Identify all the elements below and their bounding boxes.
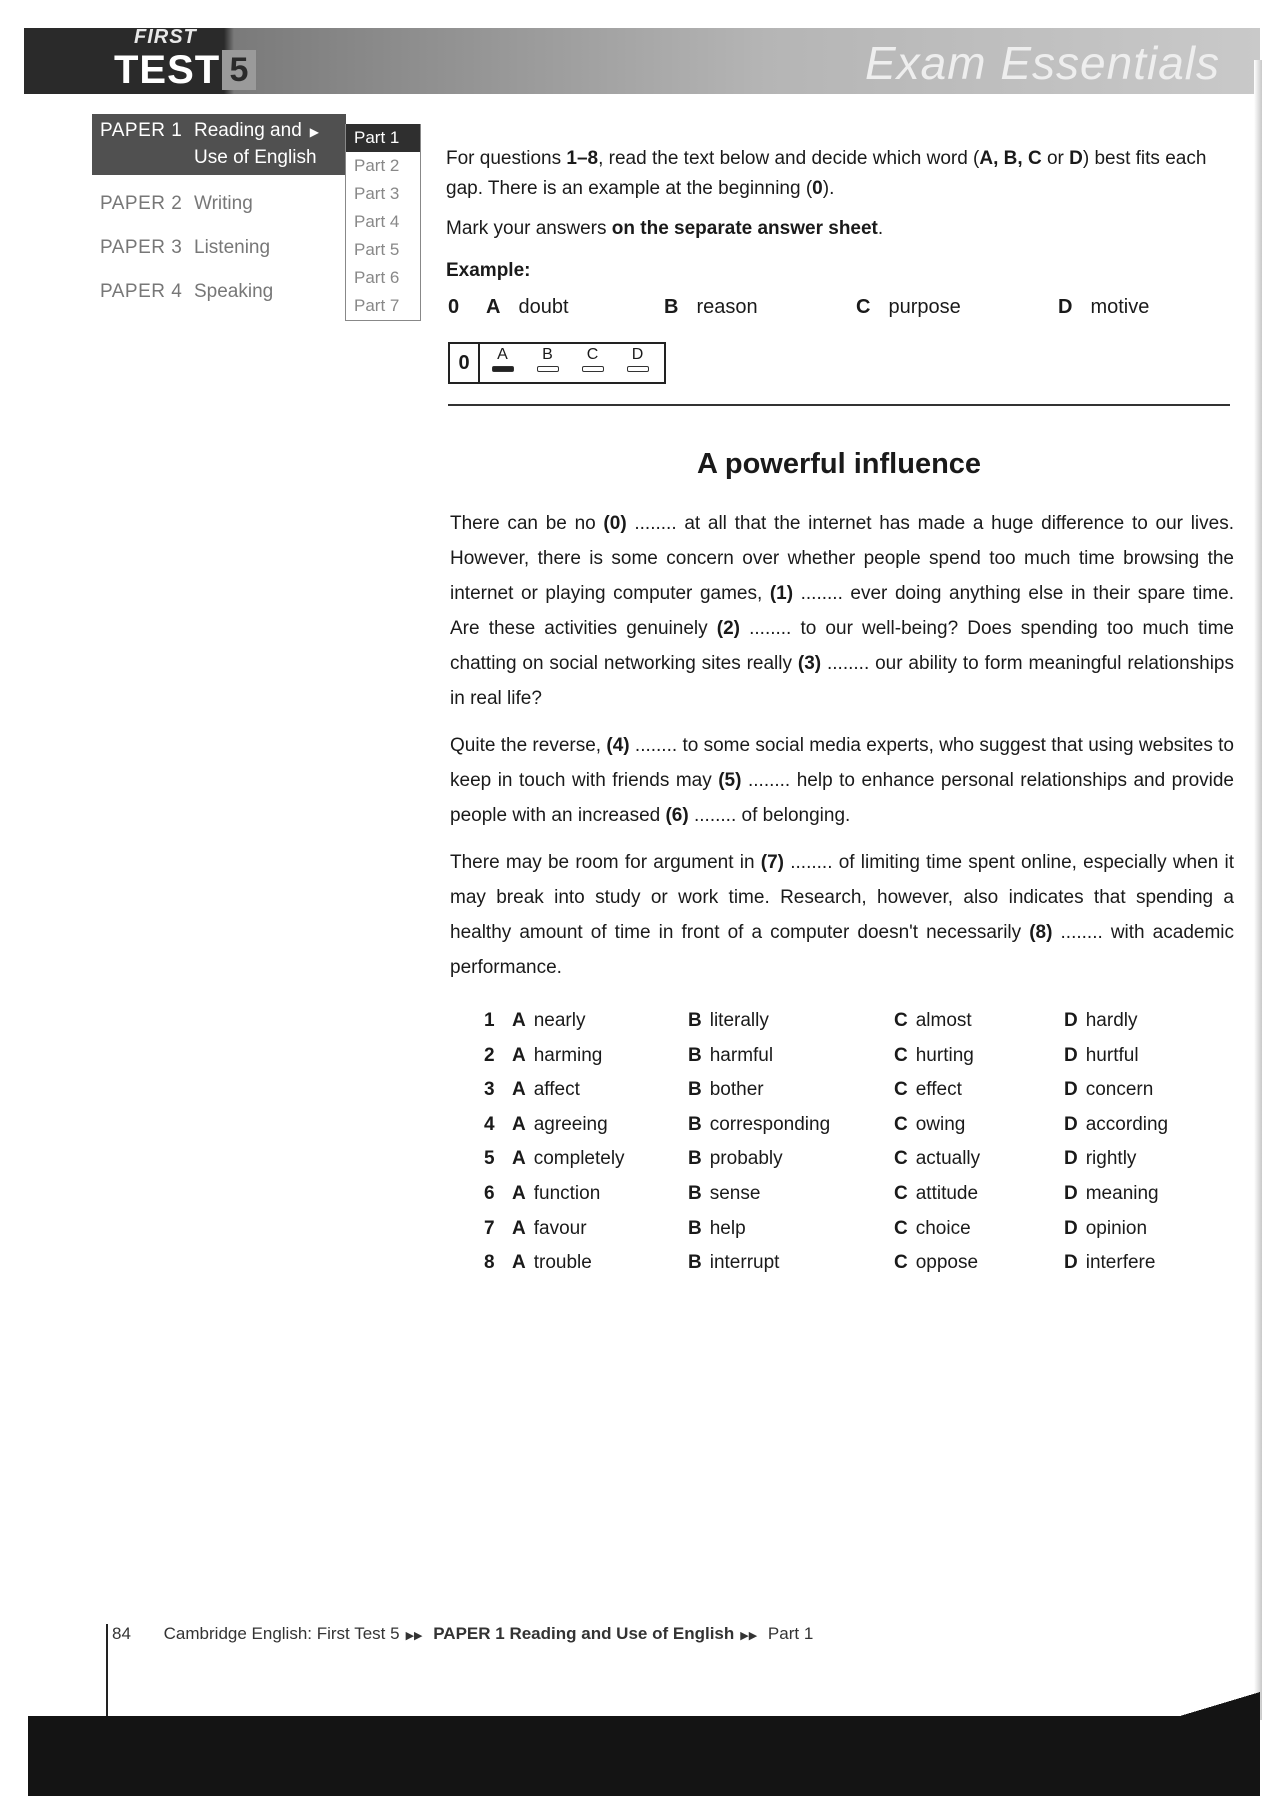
- paper-key: PAPER 3: [100, 237, 183, 258]
- question-row: [480, 1079, 1220, 1114]
- example-number: 0: [448, 296, 460, 318]
- option-b[interactable]: B sense: [688, 1182, 761, 1204]
- question-number: 4: [484, 1113, 495, 1135]
- question-number: 3: [484, 1079, 495, 1101]
- double-arrow-icon: ▶▶: [740, 1630, 758, 1642]
- answer-option-b[interactable]: B: [525, 346, 570, 372]
- question-row: [480, 1183, 1220, 1218]
- part-tab-6[interactable]: Part 6: [354, 268, 400, 287]
- option-c[interactable]: C effect: [894, 1079, 962, 1101]
- question-number: 6: [484, 1182, 495, 1204]
- option-c[interactable]: C attitude: [894, 1182, 979, 1204]
- test-number: 5: [222, 50, 256, 90]
- first-label: FIRST: [134, 26, 197, 48]
- part-tab-3[interactable]: Part 3: [354, 184, 400, 203]
- option-b[interactable]: B probably: [688, 1148, 783, 1170]
- divider: [448, 404, 1230, 406]
- footer-part: Part 1: [767, 1624, 814, 1643]
- option-c[interactable]: C almost: [894, 1010, 972, 1031]
- footer: [112, 1624, 813, 1644]
- paper-nav-item-2[interactable]: [92, 187, 346, 221]
- footer-paper: PAPER 1: [433, 1624, 505, 1643]
- question-row: [480, 1045, 1220, 1080]
- option-a[interactable]: A agreeing: [512, 1113, 608, 1135]
- option-a[interactable]: A function: [512, 1182, 601, 1204]
- part-tab-4[interactable]: Part 4: [354, 212, 400, 231]
- option-b[interactable]: B bother: [688, 1079, 764, 1101]
- option-d[interactable]: D hardly: [1064, 1010, 1138, 1031]
- answer-box-number: 0: [450, 344, 480, 382]
- paper-name: Listening: [194, 237, 271, 258]
- part-tab-2[interactable]: Part 2: [354, 156, 400, 175]
- question-row: [480, 1218, 1220, 1253]
- option-a[interactable]: A affect: [512, 1079, 580, 1101]
- question-number: 1: [484, 1010, 495, 1031]
- paper-nav-item-4[interactable]: [92, 275, 346, 309]
- option-b[interactable]: B help: [688, 1217, 746, 1239]
- example-label: Example:: [446, 260, 531, 281]
- option-a[interactable]: A harming: [512, 1044, 603, 1066]
- page-number: 84: [112, 1624, 131, 1643]
- option-d[interactable]: D meaning: [1064, 1182, 1159, 1204]
- option-c[interactable]: C choice: [894, 1217, 971, 1239]
- part-tab-1[interactable]: Part 1: [346, 124, 420, 152]
- part-tab-5[interactable]: Part 5: [354, 240, 400, 259]
- option-d[interactable]: D concern: [1064, 1079, 1154, 1101]
- paper-name: Writing: [194, 193, 253, 214]
- option-a[interactable]: A trouble: [512, 1252, 592, 1274]
- option-c[interactable]: C oppose: [894, 1252, 979, 1274]
- answer-option-a[interactable]: A: [480, 346, 525, 372]
- bottom-bar: [28, 1716, 1260, 1796]
- header-banner: [24, 28, 1260, 94]
- test-label: TEST: [114, 48, 221, 92]
- option-c[interactable]: C owing: [894, 1113, 966, 1135]
- example-option-a: A doubt: [486, 296, 569, 318]
- answer-option-d[interactable]: D: [615, 346, 660, 372]
- option-b[interactable]: B literally: [688, 1010, 769, 1031]
- paper-key: PAPER 4: [100, 281, 183, 302]
- instruction-line-2: Mark your answers on the separate answer sheet.: [446, 218, 884, 239]
- instructions: [446, 144, 1236, 254]
- option-a[interactable]: A favour: [512, 1217, 587, 1239]
- passage-paragraph-2: Quite the reverse, (4) ........ to some social media experts, who suggest that using websites to keep in touch with friends may (5) ........ help to enhance personal relationships and provide people with an increased (6) ........ of belonging.: [450, 735, 1234, 826]
- double-arrow-icon: ▶▶: [405, 1630, 423, 1642]
- option-a[interactable]: A nearly: [512, 1010, 586, 1031]
- option-d[interactable]: D opinion: [1064, 1217, 1148, 1239]
- paper-name: Speaking: [194, 281, 274, 302]
- question-number: 7: [484, 1217, 495, 1239]
- brand-title: Exam Essentials: [864, 37, 1220, 89]
- example-option-b: B reason: [664, 296, 758, 318]
- part-nav: [345, 124, 421, 321]
- part-tab-7[interactable]: Part 7: [354, 296, 400, 315]
- paper-nav: [92, 114, 346, 309]
- play-arrow-icon: ▶: [309, 125, 319, 139]
- option-c[interactable]: C actually: [894, 1148, 981, 1170]
- option-b[interactable]: B harmful: [688, 1044, 774, 1066]
- option-b[interactable]: B interrupt: [688, 1252, 780, 1274]
- footer-book: Cambridge English: First Test 5: [163, 1624, 400, 1643]
- paper-nav-item-1[interactable]: [92, 114, 346, 175]
- passage-paragraph-3: There may be room for argument in (7) ........ of limiting time spent online, especially when it may break into study or work time. Research, however, also indicates that spending a healthy amount of time in front of a computer doesn't necessarily (8) ........ with academic performance.: [450, 852, 1234, 978]
- option-b[interactable]: B corresponding: [688, 1113, 831, 1135]
- paper-key: PAPER 2: [100, 193, 183, 214]
- example-option-d: D motive: [1058, 296, 1150, 318]
- question-row: [480, 1114, 1220, 1149]
- question-number: 2: [484, 1044, 495, 1066]
- options-table: [480, 1010, 1220, 1287]
- question-row: [480, 1252, 1220, 1287]
- question-row: [480, 1010, 1220, 1045]
- passage-paragraph-1: There can be no (0) ........ at all that the internet has made a huge difference to our lives. However, there is some concern over whether people spend too much time browsing the internet or playing computer games, (1) ........ ever doing anything else in their spare time. Are these activities genuinely (2) ........ to our well-being? Does spending too much time chatting on social networking sites really (3) ........ our ability to form meaningful relationships in real life?: [450, 513, 1234, 709]
- option-d[interactable]: D rightly: [1064, 1148, 1137, 1170]
- option-a[interactable]: A completely: [512, 1148, 625, 1170]
- option-d[interactable]: D hurtful: [1064, 1044, 1139, 1066]
- footer-section: Reading and Use of English: [509, 1624, 735, 1643]
- question-number: 8: [484, 1252, 495, 1274]
- question-row: [480, 1148, 1220, 1183]
- paper-name: Reading and ▶ Use of English: [194, 120, 319, 168]
- answer-option-c[interactable]: C: [570, 346, 615, 372]
- page-edge-shadow: [1254, 60, 1262, 1720]
- example-answer-box: [448, 342, 666, 384]
- question-number: 5: [484, 1148, 495, 1170]
- paper-nav-item-3[interactable]: [92, 231, 346, 265]
- passage: [450, 506, 1234, 997]
- instruction-line-1: For questions 1–8, read the text below and decide which word (A, B, C or D) best fits each gap. There is an example at the beginning (0).: [446, 148, 1207, 199]
- example-option-c: C purpose: [856, 296, 961, 318]
- passage-title: A powerful influence: [696, 448, 982, 480]
- option-c[interactable]: C hurting: [894, 1044, 974, 1066]
- footer-rule: [106, 1624, 108, 1724]
- paper-key: PAPER 1: [100, 120, 183, 141]
- option-d[interactable]: D according: [1064, 1113, 1169, 1135]
- option-d[interactable]: D interfere: [1064, 1252, 1156, 1274]
